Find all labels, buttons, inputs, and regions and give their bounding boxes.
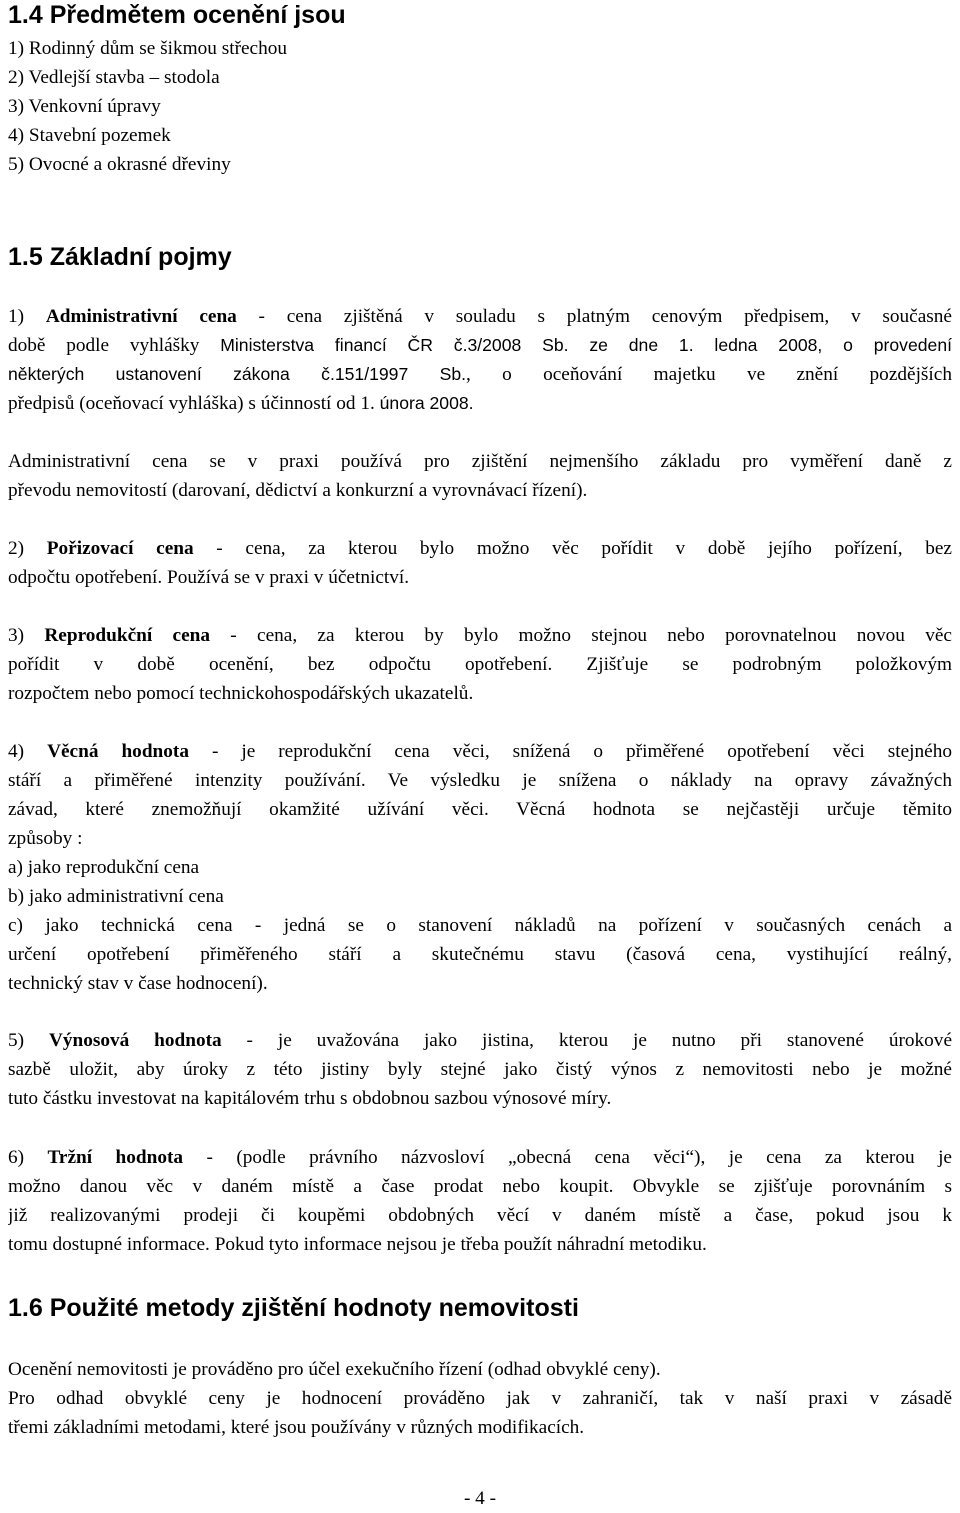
paragraph-acquisition-price: 2) Pořizovací cena - cena, za kterou bylo možno věc pořídit v době jejího pořízení, bez odpočtu opotřebení. Používá se v praxi v účetnictví.: [8, 538, 952, 588]
section-heading-1-6: 1.6 Použité metody zjištění hodnoty nemovitosti: [8, 1294, 579, 1322]
list-item: 5) Ovocné a okrasné dřeviny: [8, 154, 231, 175]
paragraph-administrative-use: Administrativní cena se v praxi používá pro zjištění nejmenšího základu pro vyměření daně z převodu nemovitostí (darovaní, dědictví a konkurzní a vyrovnávací řízení).: [8, 451, 952, 501]
paragraph-income-value: 5) Výnosová hodnota - je uvažována jako jistina, kterou je nutno při stanovené úrokové sazbě uložit, aby úroky z této jistiny byly stejné jako čistý výnos z nemovitosti nebo je možné tuto částku investovat na kapitálovém trhu s obdobnou sazbou výnosové míry.: [8, 1030, 952, 1109]
paragraph-material-value: 4) Věcná hodnota - je reprodukční cena věci, snížená o přiměřené opotřebení věci stejného stáří a přiměřené intenzity používání. Ve výsledku je snížena o náklady na opravy závažných závad, které znemožňují okamžité užívání věci. Věcná hodnota se nejčastěji určuje těmito způsoby : a) jako reprodukční cena b) jako administrativní cena c) jako technická cena - jedná se o stanovení nákladů na pořízení v současných cenách a určení opotřebení přiměřeného stáří a skutečnému stavu (časová cena, vystihující reálný, technický stav v čase hodnocení).: [8, 741, 952, 994]
list-item: 1) Rodinný dům se šikmou střechou: [8, 38, 288, 59]
page-number: - 4 -: [463, 1488, 497, 1509]
list-item: 4) Stavební pozemek: [8, 125, 171, 146]
list-item: 2) Vedlejší stavba – stodola: [8, 67, 220, 88]
section-heading-1-5: 1.5 Základní pojmy: [8, 243, 232, 271]
valuation-subjects-list: [8, 34, 287, 179]
list-item: 3) Venkovní úpravy: [8, 96, 161, 117]
section-heading-1-4: 1.4 Předmětem ocenění jsou: [8, 1, 346, 29]
paragraph-methods: Ocenění nemovitosti je prováděno pro účel exekučního řízení (odhad obvyklé ceny). Pro odhad obvyklé ceny je hodnocení prováděno jak v zahraničí, tak v naší praxi v zásadě třemi základními metodami, které jsou používány v různých modifikacích.: [8, 1359, 952, 1438]
paragraph-administrative-price: 1) Administrativní cena - cena zjištěná v souladu s platným cenovým předpisem, v současné době podle vyhlášky Ministerstva financí ČR č.3/2008 Sb. ze dne 1. ledna 2008, o provedení některých ustanovení zákona č.151/1997 Sb., o oceňování majetku ve znění pozdějších předpisů (oceňovací vyhláška) s účinností od 1. února 2008.: [8, 306, 952, 414]
paragraph-market-value: 6) Tržní hodnota - (podle právního názvosloví „obecná cena věci“), je cena za kterou je možno danou věc v daném místě a čase prodat nebo koupit. Obvykle se zjišťuje porovnáním s již realizovanými prodeji či koupěmi obdobných věcí v daném místě a čase, pokud jsou k tomu dostupné informace. Pokud tyto informace nejsou je třeba použít náhradní metodiku.: [8, 1147, 952, 1255]
paragraph-reproduction-price: 3) Reprodukční cena - cena, za kterou by bylo možno stejnou nebo porovnatelnou novou věc pořídit v době ocenění, bez odpočtu opotřebení. Zjišťuje se podrobným položkovým rozpočtem nebo pomocí technickohospodářských ukazatelů.: [8, 625, 952, 704]
